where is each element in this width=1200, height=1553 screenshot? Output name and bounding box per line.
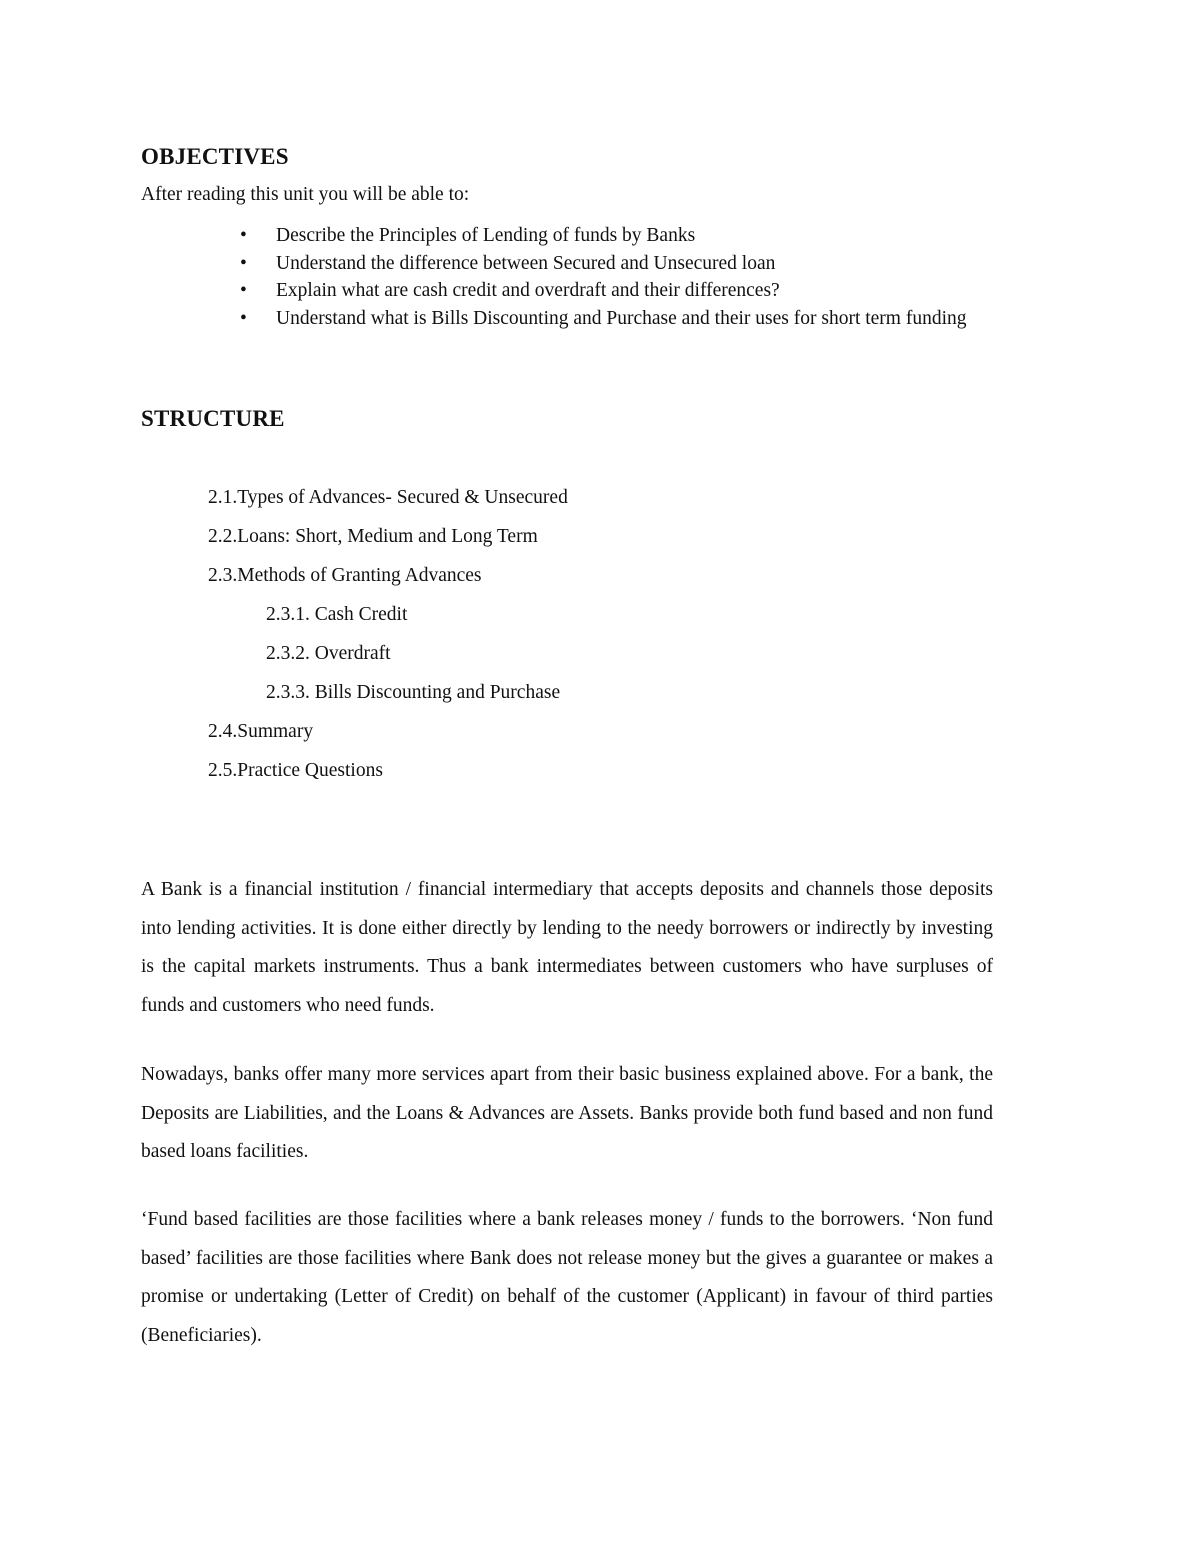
objective-item xyxy=(240,305,1010,333)
toc-item: 2.4.Summary xyxy=(208,721,314,742)
toc-item: 2.5.Practice Questions xyxy=(208,760,383,781)
toc-item: 2.3.Methods of Granting Advances xyxy=(208,565,482,586)
objectives-list xyxy=(240,222,1010,332)
objectives-heading: OBJECTIVES xyxy=(141,144,289,169)
bullet-icon: • xyxy=(240,225,247,246)
toc-item: 2.2.Loans: Short, Medium and Long Term xyxy=(208,526,538,547)
body-paragraph: A Bank is a financial institution / financial intermediary that accepts deposits and channels those deposits into lending activities. It is done either directly by lending to the needy borrowers or indirectly by investing is the capital markets instruments. Thus a bank intermediates between customers who have surpluses of funds and customers who need funds. xyxy=(141,879,993,1016)
objectives-intro: After reading this unit you will be able to: xyxy=(141,184,470,205)
objective-text: Understand the difference between Secured and Unsecured loan xyxy=(276,252,776,274)
objective-item xyxy=(240,222,1010,250)
objective-item xyxy=(240,277,1010,305)
structure-toc xyxy=(208,484,568,796)
objective-text: Explain what are cash credit and overdraft and their differences? xyxy=(276,280,780,301)
objective-item xyxy=(240,250,1010,278)
toc-subitem: 2.3.2. Overdraft xyxy=(266,643,391,664)
toc-item: 2.1.Types of Advances- Secured & Unsecured xyxy=(208,487,568,508)
objective-text: Describe the Principles of Lending of funds by Banks xyxy=(276,225,696,246)
body-paragraph: Nowadays, banks offer many more services apart from their basic business explained above. For a bank, the Deposits are Liabilities, and the Loans & Advances are Assets. Banks provide both fund based and non fund based loans facilities. xyxy=(141,1064,993,1162)
toc-subitem: 2.3.3. Bills Discounting and Purchase xyxy=(266,682,561,703)
toc-subitem: 2.3.1. Cash Credit xyxy=(266,604,408,625)
bullet-icon: • xyxy=(240,307,247,329)
bullet-icon: • xyxy=(240,252,247,274)
bullet-icon: • xyxy=(240,280,247,301)
body-paragraph: ‘Fund based facilities are those facilities where a bank releases money / funds to the borrowers. ‘Non fund based’ facilities are those facilities where Bank does not release money but the gives a guarantee or makes a promise or undertaking (Letter of Credit) on behalf of the customer (Applicant) in favour of third parties (Beneficiaries). xyxy=(141,1209,993,1346)
structure-heading: STRUCTURE xyxy=(141,406,285,431)
objective-text: Understand what is Bills Discounting and Purchase and their uses for short term funding xyxy=(276,307,967,329)
